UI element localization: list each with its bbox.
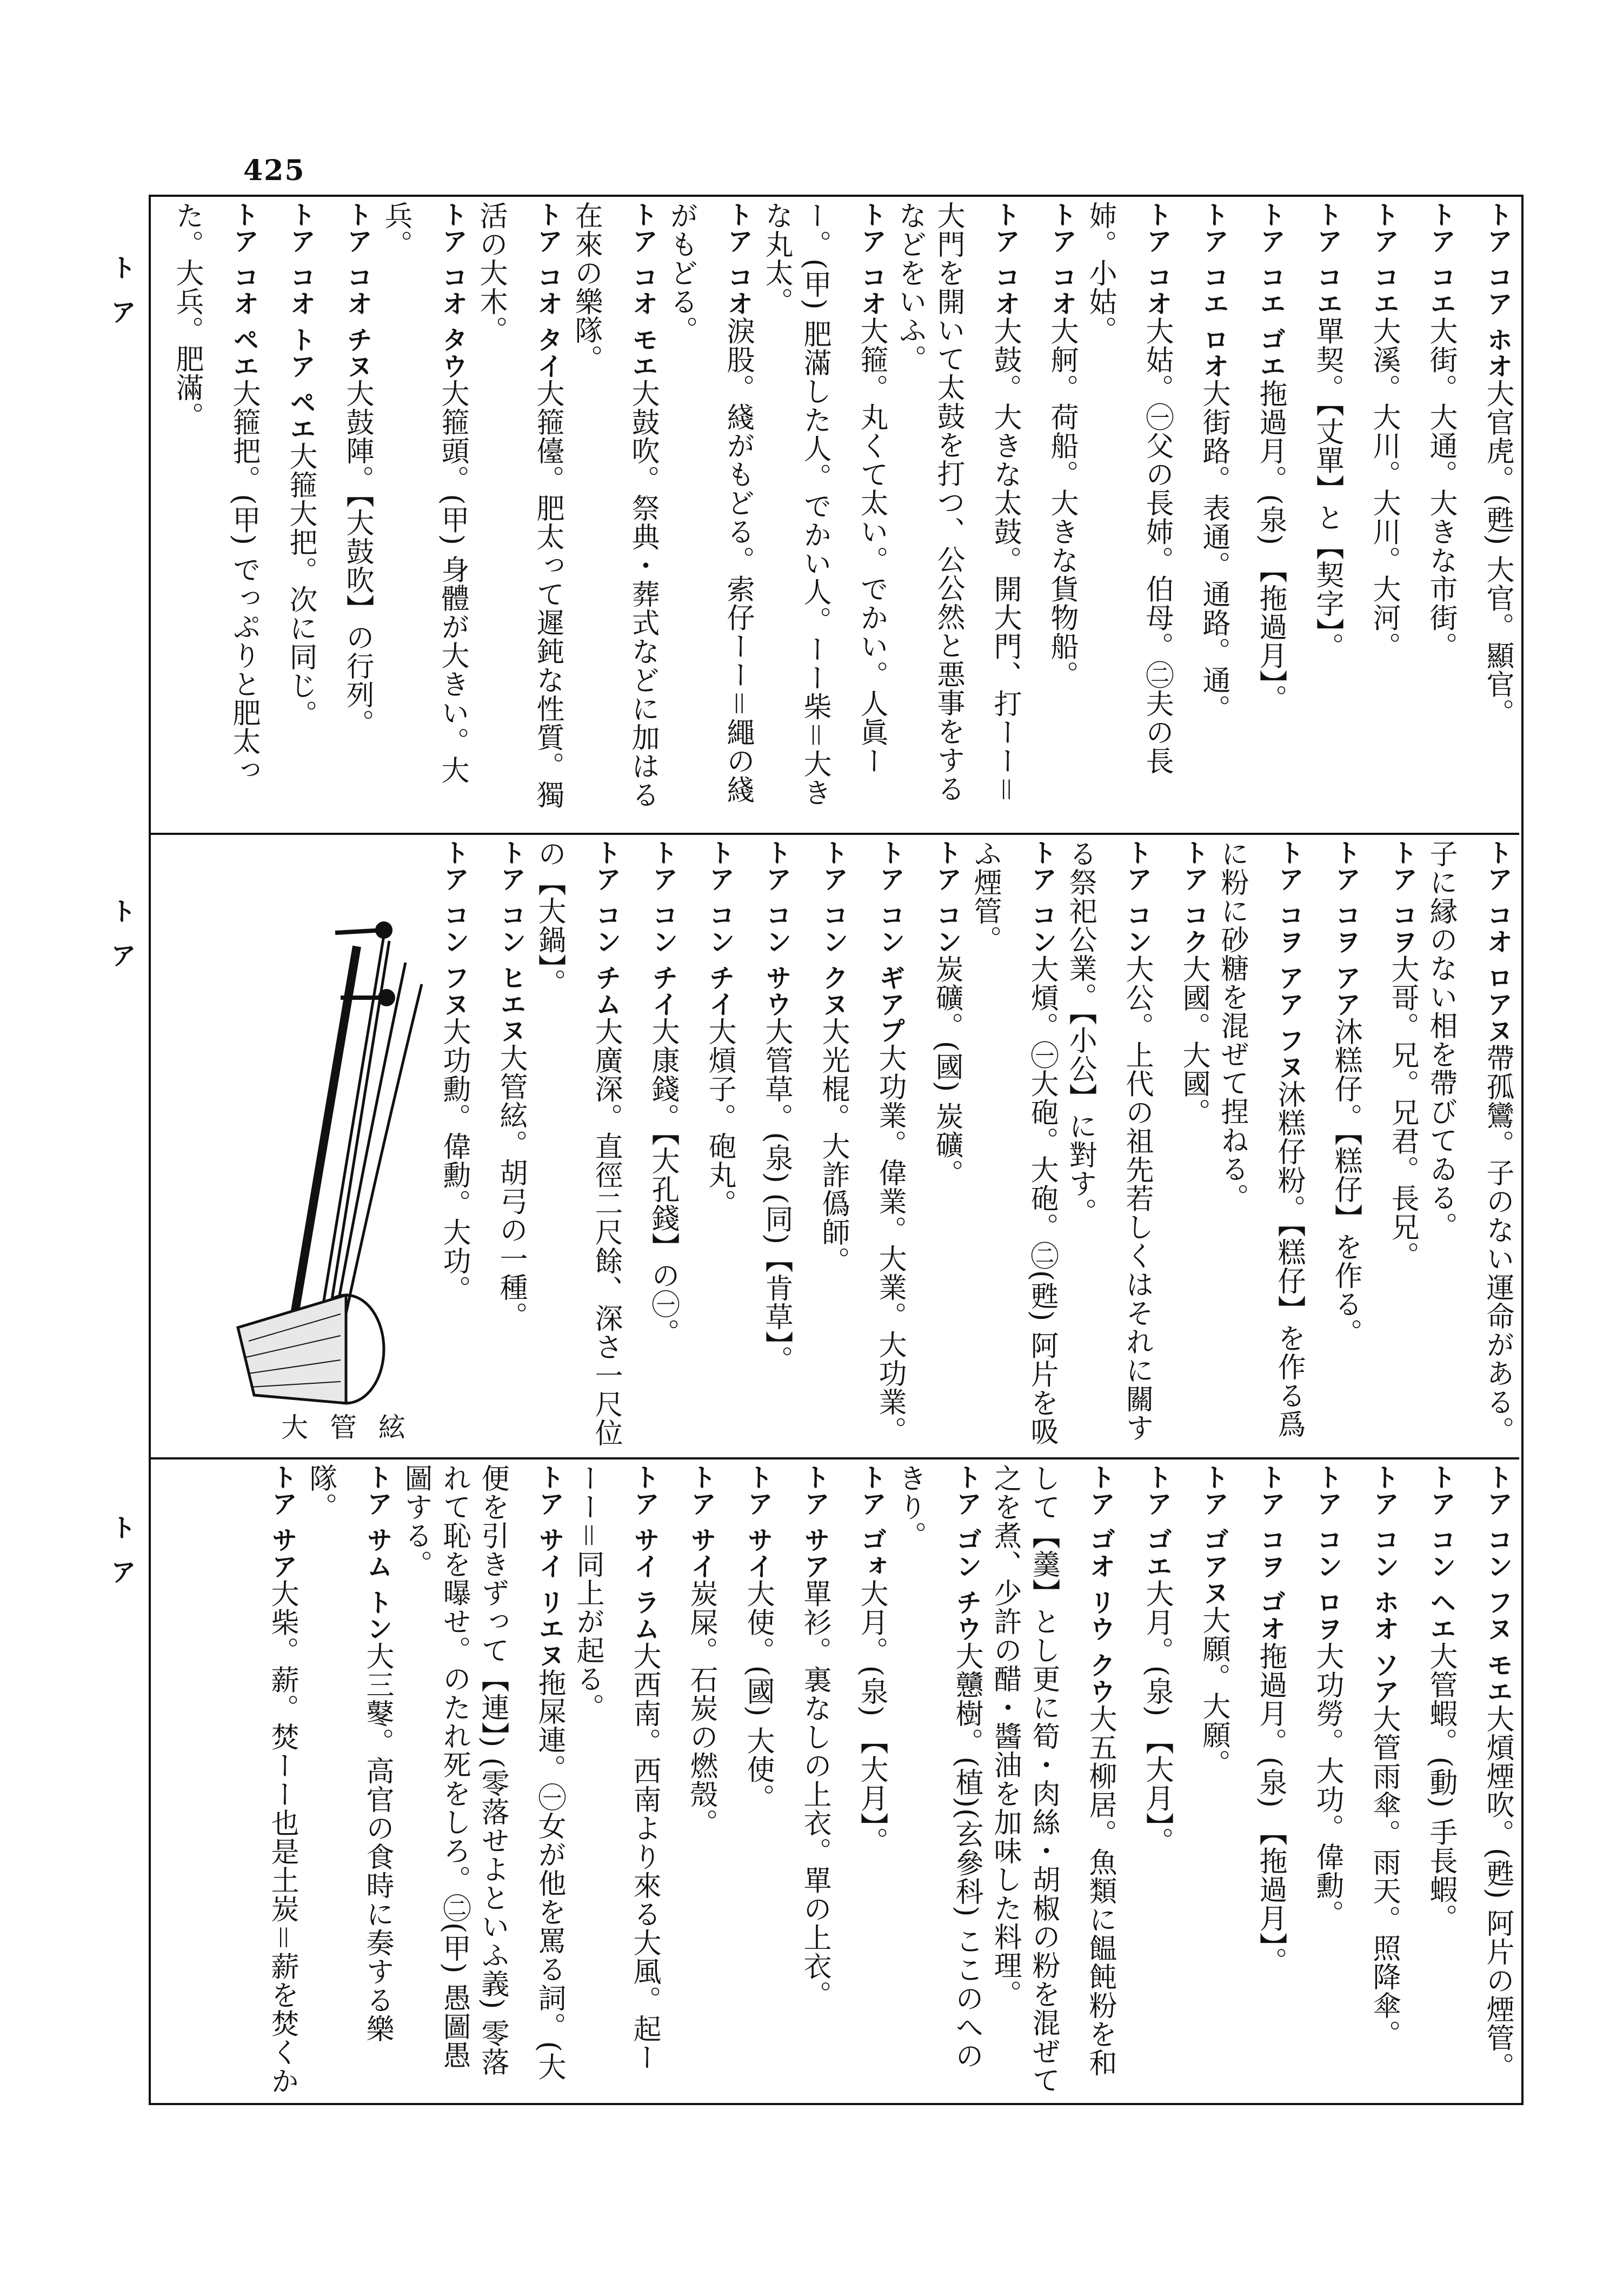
dictionary-entry <box>568 1464 663 2096</box>
entry-column-block <box>159 1464 1516 2096</box>
dictionary-entry <box>168 201 263 828</box>
dictionary-entry <box>1346 1464 1403 2096</box>
entry-definition: 大功業。偉業。大業。大功業。 <box>874 1044 906 1445</box>
dictionary-entry <box>1081 201 1176 828</box>
entry-headword: トア サア <box>800 1464 830 1580</box>
entry-definition: 大箍頭。(甲) 身體が大きい。大兵。 <box>380 201 469 785</box>
entry-definition: 大願。大願。 <box>1198 1605 1230 1778</box>
entry-headword: トア コン <box>1122 839 1152 955</box>
section-divider <box>151 833 1519 835</box>
entry-definition: 大月。(泉) 【大月】。 <box>855 1579 888 1856</box>
entry-headword: トア コエ ロオ <box>1199 201 1229 380</box>
entry-headword: トア コク <box>1179 839 1209 955</box>
entry-definition: 大三鼕。高官の食時に奏する樂隊。 <box>304 1464 394 2043</box>
entry-headword: トア コオ タウ <box>437 201 468 380</box>
entry-definition: 大哥。兄。兄君。長兄。 <box>1386 954 1419 1270</box>
dictionary-entry <box>473 839 530 1453</box>
dictionary-entry <box>909 839 966 1453</box>
dictionary-entry <box>834 1464 890 2096</box>
entry-definition: 大姑。㊀父の長姉。伯母。㊁夫の長姉。小姑。 <box>1084 201 1173 775</box>
entry-headword: トア コヲ ゴオ <box>1255 1464 1286 1642</box>
dictionary-entry <box>852 839 909 1453</box>
section-divider <box>151 1457 1519 1459</box>
dictionary-entry <box>1233 1464 1289 2096</box>
dictionary-entry <box>739 839 795 1453</box>
entry-definition: 炭屎。石炭の燃殼。 <box>685 1579 717 1837</box>
entry-definition: 大管蝦。(動) 手長蝦。 <box>1425 1642 1457 1933</box>
entry-headword: トア コオ トア ペエ <box>285 201 316 442</box>
entry-headword: トア コン ギアプ <box>875 839 905 1044</box>
entry-definition: 大鼓吹。祭典・葬式などに加はる在來の樂隊。 <box>570 201 659 809</box>
entry-headword: トア コオ ペエ <box>229 201 259 380</box>
dictionary-entry <box>244 1464 301 2096</box>
entry-definition: 大管草。(泉) (同)【肯草】。 <box>760 1017 793 1375</box>
dictionary-entry <box>1176 201 1233 828</box>
dictionary-entry <box>1233 201 1289 828</box>
entry-definition: 大功勞。大功。偉勳。 <box>1311 1642 1343 1929</box>
entry-definition: 拖過月。(泉) 【拖過月】。 <box>1254 1642 1287 1976</box>
entry-definition: 大光棍。大詐僞師。 <box>817 1017 849 1276</box>
entry-headword: トア コオ モエ <box>628 201 658 380</box>
entry-definition: 大街。大通。大きな市街。 <box>1425 316 1457 661</box>
entry-definition: 大鼓陣。【大鼓吹】の行列。 <box>341 379 374 738</box>
entry-headword: トア コン チム <box>591 839 621 1018</box>
entry-headword: トア コヲ アア <box>1331 839 1361 1018</box>
dictionary-section-top <box>154 201 1516 828</box>
dictionary-entry <box>1403 201 1460 828</box>
entry-headword: トア コオ <box>1047 201 1077 317</box>
dictionary-entry <box>1308 839 1365 1453</box>
entry-definition: 大箍大把。次に同じ。 <box>284 442 317 729</box>
entry-definition: 炭礦。(國) 炭礦。 <box>930 954 963 1188</box>
entry-headword: トア コエ <box>1312 201 1342 317</box>
entry-definition: 大公。上代の祖先若しくはそれに關する祭祀公業。【小公】に對す。 <box>1064 839 1153 1442</box>
entry-headword: トア サイ <box>686 1464 716 1580</box>
dictionary-entry <box>890 1464 986 2096</box>
entry-headword: トア コン フヌ <box>439 839 469 1018</box>
entry-definition: 大國。大國。 <box>1178 954 1210 1127</box>
dictionary-entry <box>301 1464 396 2096</box>
dictionary-entry <box>1365 839 1421 1453</box>
running-head-middle: トア <box>106 898 136 986</box>
entry-headword: トア コン <box>932 839 962 955</box>
entry-headword: トア コン ヒエヌ <box>496 839 526 1044</box>
entry-headword: トア コエ <box>1426 201 1456 317</box>
dictionary-entry <box>1156 839 1213 1453</box>
entry-headword: トア コオ タイ <box>533 201 563 380</box>
dictionary-entry <box>1460 201 1516 828</box>
tuning-peg-stem <box>335 930 384 933</box>
dictionary-entry <box>890 201 1024 828</box>
dictionary-entry <box>1176 1464 1233 2096</box>
entry-definition: 大西南。西南より來る大風。起ーーー＝同上が起る。 <box>571 1464 661 2072</box>
dictionary-entry <box>471 201 567 828</box>
dictionary-entry <box>376 201 471 828</box>
entry-headword: トア ゴオ リウ クウ <box>1085 1464 1115 1705</box>
entry-definition: 大熕。㊀大砲。大砲。㊁(甦) 阿片を吸ふ煙管。 <box>969 839 1058 1446</box>
entry-headword: トア コン ヘエ <box>1426 1464 1456 1642</box>
entry-definition: 拖過月。(泉) 【拖過月】。 <box>1254 379 1287 713</box>
entry-headword: トア コン ロヲ <box>1312 1464 1342 1642</box>
entry-headword: トア コオ チヌ <box>342 201 373 380</box>
entry-column-block <box>438 839 1516 1453</box>
entry-definition: 大戇樹。(植)(玄參科) ここのへのきり。 <box>894 1464 983 2071</box>
entry-headword: トア コオ <box>856 201 887 317</box>
entry-definition: 單衫。裏なしの上衣。單の上衣。 <box>799 1579 831 2009</box>
entry-definition: 大熕子。砲丸。 <box>703 1017 736 1218</box>
entry-definition: 沐糕仔粉。【糕仔】を作る爲に粉に砂糖を混ぜて捏ねる。 <box>1216 839 1305 1439</box>
entry-definition: 單契。【丈單】と【契字】。 <box>1311 316 1343 661</box>
dictionary-entry <box>720 1464 777 2096</box>
entry-headword: トア コン クヌ <box>818 839 848 1018</box>
dictionary-entry <box>1213 839 1308 1453</box>
entry-definition: 大廣深。直徑二尺餘、深さ一尺位の【大鍋】。 <box>533 839 622 1448</box>
dictionary-entry <box>663 1464 720 2096</box>
dictionary-entry <box>757 201 890 828</box>
dictionary-section-bottom <box>154 1464 1516 2096</box>
entry-headword: トア コエ ゴエ <box>1255 201 1286 380</box>
entry-definition: 淚股。綫がもどる。索仔ーー＝繩の綫がもどる。 <box>665 201 754 804</box>
entry-headword: トア コオ <box>1142 201 1172 317</box>
dictionary-entry <box>1289 201 1346 828</box>
entry-headword: トア サム トン <box>362 1464 393 1642</box>
dictionary-entry <box>625 839 682 1453</box>
entry-column-block <box>159 201 1516 828</box>
entry-definition: 沐糕仔。【糕仔】を作る。 <box>1329 1017 1362 1348</box>
entry-definition: 帶孤鸞。子のない運命がある。子に縁のない相を帶びてゐる。 <box>1425 839 1514 1445</box>
entry-definition: 大使。(國) 大使。 <box>742 1579 774 1813</box>
figure-caption: 大管絃 <box>281 1412 427 1443</box>
entry-definition: 大熕煙吹。(甦) 阿片の煙管。 <box>1481 1704 1514 2081</box>
entry-definition: 大柴。薪。焚ーー也是土炭＝薪を焚くか <box>266 1579 298 2095</box>
entry-headword: トア ゴォ <box>856 1464 887 1580</box>
entry-headword: トア サイ リエヌ <box>534 1464 564 1669</box>
entry-definition: 大官虎。(甦) 大官。顯官。 <box>1481 379 1514 727</box>
entry-headword: トア コン サウ <box>761 839 791 1018</box>
entry-definition: 大月。(泉) 【大月】。 <box>1141 1579 1173 1856</box>
dictionary-entry <box>1024 201 1081 828</box>
dictionary-entry <box>530 839 625 1453</box>
dictionary-entry <box>1460 1464 1516 2096</box>
dictionary-entry <box>795 839 852 1453</box>
page-number: 425 <box>243 154 305 187</box>
entry-definition: 大五柳居。魚類に饂飩粉を和して【羹】とし更に筍・肉絲・胡椒の粉を混ぜて之を煮、少許の醋・醬油を加味した料理。 <box>989 1464 1116 2094</box>
entry-headword: トア コン ホオ ソア <box>1369 1464 1399 1705</box>
entry-headword: トア コア ホオ <box>1482 201 1513 380</box>
entry-headword: トア サイ <box>743 1464 773 1580</box>
dictionary-entry <box>1403 1464 1460 2096</box>
dictionary-entry <box>567 201 662 828</box>
dictionary-entry <box>682 839 739 1453</box>
entry-definition: 拖屎連。㊀女が他を罵る詞。(大便を引きずって【連】) (零落せよといふ義) 零落れて恥を曝せ。のたれ死をしろ。㊁(甲) 愚圖愚圖する。 <box>400 1464 566 2081</box>
entry-definition: 大街路。表通。通路。通。 <box>1198 379 1230 724</box>
entry-headword: トア コエ <box>1369 201 1399 317</box>
entry-headword: トア サア <box>267 1464 297 1580</box>
entry-headword: トア コオ <box>723 201 753 317</box>
entry-headword: トア コオ ロアヌ <box>1482 839 1513 1044</box>
dictionary-entry <box>1119 1464 1176 2096</box>
entry-definition: 大箍。丸くて太い。でかい。人眞ーー。(甲) 肥滿した人。でかい人。ーー柴＝大きな丸太。 <box>760 201 888 807</box>
entry-definition: 大箍把。(甲) でっぷりと肥太った。大兵。肥滿。 <box>171 201 260 785</box>
entry-headword: トア コヲ <box>1387 839 1418 955</box>
dictionary-entry <box>263 201 320 828</box>
entry-definition: 大管絃。胡弓の一種。 <box>495 1044 527 1331</box>
entry-headword: トア コヲ アア フヌ <box>1274 839 1304 1080</box>
entry-definition: 大功勳。偉勳。大功。 <box>438 1017 470 1304</box>
dictionary-entry <box>1289 1464 1346 2096</box>
dictionary-entry <box>320 201 376 828</box>
entry-headword: トア ゴン チウ <box>952 1464 982 1642</box>
entry-headword: トア コン チイ <box>704 839 735 1018</box>
running-head-bottom: トア <box>106 1514 136 1603</box>
entry-headword: トア コオ <box>990 201 1020 317</box>
dictionary-entry <box>396 1464 568 2096</box>
entry-definition: 大鼓。大きな太鼓。開大門、打ーー＝大門を開いて太鼓を打つ、公公然と悪事をするなどをいふ。 <box>894 201 1021 804</box>
entry-headword: トア コン <box>1027 839 1057 955</box>
entry-definition: 大舸。荷船。大きな貨物船。 <box>1046 316 1078 689</box>
entry-headword: トア コン フヌ モエ <box>1482 1464 1513 1705</box>
dictionary-entry <box>1061 839 1156 1453</box>
entry-headword: トア ゴエ <box>1142 1464 1172 1580</box>
dictionary-entry <box>777 1464 834 2096</box>
entry-definition: 大箍儓。肥太って遲鈍な性質。獨活の大木。 <box>475 201 564 809</box>
entry-headword: トア コン チイ <box>648 839 678 1018</box>
dictionary-entry <box>662 201 757 828</box>
running-head-top: トア <box>106 254 136 343</box>
dictionary-entry <box>966 839 1061 1453</box>
instrument-illustration <box>222 903 470 1444</box>
dictionary-entry <box>1346 201 1403 828</box>
dictionary-entry <box>986 1464 1119 2096</box>
entry-headword: トア サイ ラム <box>629 1464 660 1642</box>
entry-definition: 大管雨傘。雨天。照降傘。 <box>1368 1704 1400 2049</box>
entry-headword: トア ゴアヌ <box>1199 1464 1229 1606</box>
entry-definition: 大康錢。【大孔錢】の㊀。 <box>647 1017 679 1348</box>
entry-definition: 大溪。大川。大川。大河。 <box>1368 316 1400 661</box>
dictionary-entry <box>1421 839 1516 1453</box>
